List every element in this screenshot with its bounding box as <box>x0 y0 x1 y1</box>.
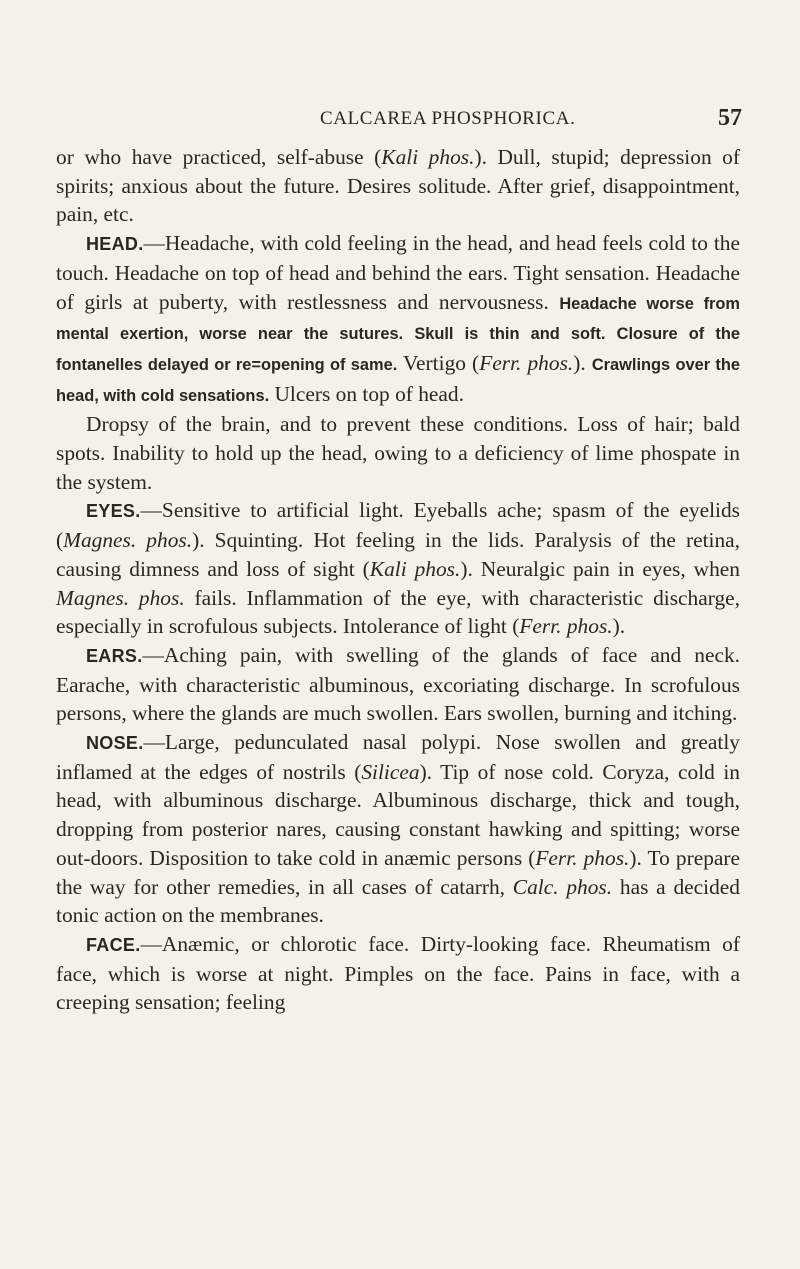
section-head-head: HEAD. <box>86 234 144 255</box>
remedy-reference: Magnes. phos. <box>56 585 185 610</box>
paragraph-head: HEAD.—Headache, with cold feeling in the head, and head feels cold to the touch. Headache on top of head and behind the ears. Tight sensation. Headache of girls at puberty, with restlessness and nervousness. Headache worse from mental exertion, worse near the sutures. Skull is thin and soft. Closure of the fontanelles delayed or re=opening of same. Vertigo (Ferr. phos.). Crawlings over the head, with cold sensations. Ulcers on top of head. <box>56 231 741 406</box>
paragraph-mind-continued: or who have practiced, self-abuse (Kali phos.). Dull, stupid; depression of spirits; anxious about the future. Desires solitude. After grief, disappointment, pain, etc. <box>56 145 740 227</box>
paragraph-ears: EARS.—Aching pain, with swelling of the glands of face and neck. Earache, with characteristic albuminous, excoriating discharge. In scrofulous persons, where the glands are much swollen. Ears swollen, burning and itching. <box>56 642 740 726</box>
page-number: 57 <box>718 105 742 131</box>
remedy-reference: Magnes. phos. <box>63 528 193 553</box>
paragraph-face: FACE.—Anæmic, or chlorotic face. Dirty-looking face. Rheumatism of face, which is worse at night. Pimples on the face. Pains in face, with a creeping sensation; feeling <box>56 931 740 1015</box>
paragraph-eyes: EYES.—Sensitive to artificial light. Eyeballs ache; spasm of the eyelids (Magnes. phos.). Squinting. Hot feeling in the lids. Paralysis of the retina, causing dimness and loss of sight (Kali phos.). Neuralgic pain in eyes, when Magnes. phos. fails. Inflammation of the eye, with characteristic discharge, especially in scrofulous subjects. Intolerance of light (Ferr. phos.). <box>56 498 740 639</box>
remedy-reference: Ferr. phos. <box>519 614 613 639</box>
section-head-nose: NOSE. <box>86 733 144 754</box>
remedy-reference: Kali phos. <box>381 145 475 169</box>
section-head-ears: EARS. <box>86 645 143 666</box>
paragraph-nose: NOSE.—Large, pedunculated nasal polypi. Nose swollen and greatly inflamed at the edges of nostrils (Silicea). Tip of nose cold. Coryza, cold in head, with albuminous discharge. Albuminous discharge, thick and tough, dropping from posterior nares, causing constant hawking and spitting; worse out-doors. Disposition to take cold in anæmic persons (Ferr. phos.). To prepare the way for other remedies, in all cases of catarrh, Calc. phos. has a decided tonic action on the membranes. <box>56 730 740 928</box>
section-head-eyes: EYES. <box>86 501 141 522</box>
remedy-reference: Kali phos. <box>369 556 461 581</box>
running-title: CALCAREA PHOSPHORICA. <box>320 108 576 129</box>
remedy-reference: Ferr. phos. <box>479 350 574 375</box>
remedy-reference: Calc. phos. <box>512 874 613 899</box>
section-head-face: FACE. <box>86 934 141 955</box>
paragraph-dropsy: Dropsy of the brain, and to prevent these conditions. Loss of hair; bald spots. Inability to hold up the head, owing to a deficiency of lime phospate in the system. <box>56 412 740 494</box>
remedy-reference: Ferr. phos. <box>535 845 630 870</box>
body-text <box>56 143 740 1017</box>
emphasis-text: Headache worse from mental exertion, worse near the sutures. Skull is thin and soft. Closure of the fontanelles delayed or re=opening of same. <box>56 294 741 374</box>
page-header <box>0 105 800 138</box>
remedy-reference: Silicea <box>361 759 420 784</box>
emphasis-text: Crawlings over the head, with cold sensations. <box>56 355 740 405</box>
